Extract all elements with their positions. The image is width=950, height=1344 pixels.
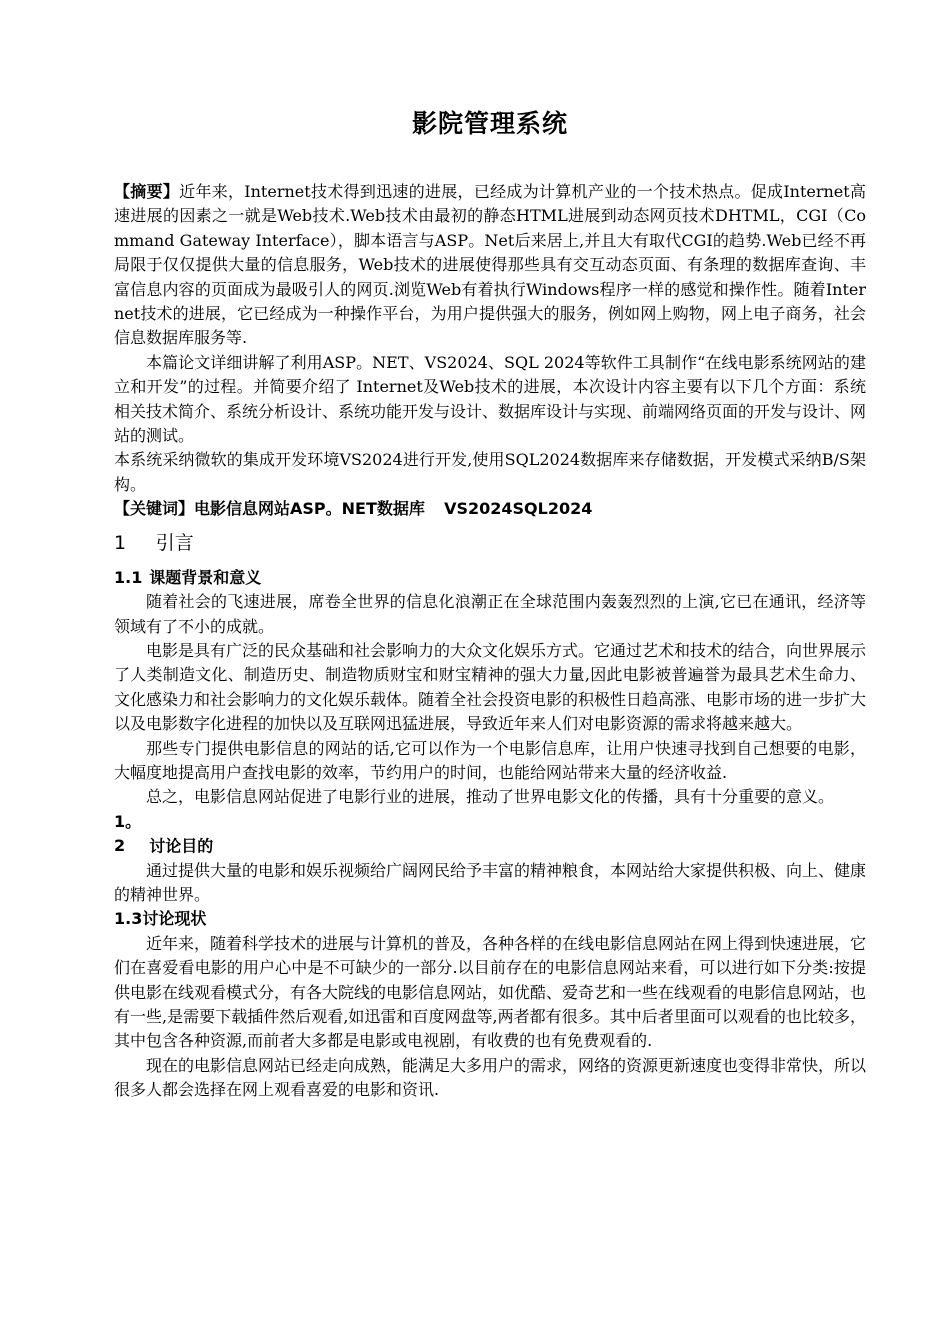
keywords-text-2: VS2024SQL2024 xyxy=(444,499,593,519)
section-1-1-paragraph-4: 总之，电影信息网站促进了电影行业的进展，推动了世界电影文化的传播，具有十分重要的意义。 xyxy=(146,787,835,807)
section-1-1-title: 课题背景和意义 xyxy=(149,567,262,587)
section-1-1-heading xyxy=(114,566,866,590)
section-1-3-paragraph-1: 近年来，随着科学技术的进展与计算机的普及，各种各样的在线电影信息网站在网上得到快速进展，它们在喜爱看电影的用户心中是不可缺少的一部分.以目前存在的电影信息网站来看，可以进行如下分类:按提供电影在线观看模式分，有各大院线的电影信息网站，如优酷、爱奇艺和一些在线观看的电影信息网站，也有一些,是需要下载插件然后观看,如迅雷和百度网盘等,两者都有很多。其中后者里面可以观看的也比较多，其中包含各种资源,而前者大多都是电影或电视剧，有收费的也有免费观看的. xyxy=(114,933,867,1051)
section-1-2-title: 讨论目的 xyxy=(149,836,214,856)
section-1-number: 1 xyxy=(114,531,127,554)
section-1-2-heading xyxy=(114,810,866,859)
abstract-paragraph-1 xyxy=(114,180,866,351)
section-1-1-number: 1.1 xyxy=(114,567,143,587)
document-title: 影院管理系统 xyxy=(411,109,568,138)
section-1-title: 引言 xyxy=(155,531,194,554)
section-1-3-heading: 1.3讨论现状 xyxy=(114,909,207,929)
abstract-text-1: 近年来，Internet技术得到迅速的进展，已经成为计算机产业的一个技术热点。促成Internet高速进展的因素之一就是Web技术.Web技术由最初的静态HTML进展到动态网页技术DHTML，CGI（Command Gateway Interface），脚本语言与ASP。Net后来居上,并且大有取代CGI的趋势.Web已经不再局限于仅仅提供大量的信息服务，Web技术的进展使得那些具有交互动态页面、有条理的数据库查询、丰富信息内容的页面成为最吸引人的网页.浏览Web有着执行Windows程序一样的感觉和操作性。随着Internet技术的进展，它已经成为一种操作平台，为用户提供强大的服务，例如网上购物，网上电子商务，社会信息数据库服务等. xyxy=(114,182,866,348)
keywords-line xyxy=(114,497,866,521)
section-1-3-paragraph-2: 现在的电影信息网站已经走向成熟，能满足大多用户的需求，网络的资源更新速度也变得非常快，所以很多人都会选择在网上观看喜爱的电影和资讯. xyxy=(114,1055,867,1100)
abstract-paragraph-2: 本篇论文详细讲解了利用ASP。NET、VS2024、SQL 2024等软件工具制作“在线电影系统网站的建立和开发”的过程。并简要介绍了 Internet及Web技术的进展，本次设计内容主要有以下几个方面：系统相关技术简介、系统分析设计、系统功能开发与设计、数据库设计与实现、前端网络页面的开发与设计、网站的测试。 xyxy=(114,352,867,446)
abstract-label: 【摘要】 xyxy=(114,182,180,201)
document-page xyxy=(114,104,866,1103)
section-1-1-paragraph-1: 随着社会的飞速进展，席卷全世界的信息化浪潮正在全球范围内轰轰烈烈的上演,它已在通讯，经济等领域有了不小的成就。 xyxy=(114,592,866,636)
keywords-label: 【关键词】 xyxy=(114,499,195,519)
abstract-paragraph-3: 本系统采纳微软的集成开发环境VS2024进行开发,使用SQL2024数据库来存储数据，开发模式采纳B/S架构。 xyxy=(114,450,866,494)
section-1-2-number: 1。2 xyxy=(114,811,142,856)
section-1-2-paragraph-1: 通过提供大量的电影和娱乐视频给广阔网民给予丰富的精神粮食，本网站给大家提供积极、向上、健康的精神世界。 xyxy=(114,860,867,904)
section-1-1-paragraph-2: 电影是具有广泛的民众基础和社会影响力的大众文化娱乐方式。它通过艺术和技术的结合，向世界展示了人类制造文化、制造历史、制造物质财宝和财宝精神的强大力量,因此电影被普遍誉为最具艺术生命力、文化感染力和社会影响力的文化娱乐载体。随着全社会投资电影的积极性日趋高涨、电影市场的进一步扩大以及电影数字化进程的加快以及互联网迅猛进展，导致近年来人们对电影资源的需求将越来越大。 xyxy=(114,640,867,734)
keywords-text-1: 电影信息网站ASP。NET数据库 xyxy=(194,499,425,519)
section-1-1-paragraph-3: 那些专门提供电影信息的网站的话,它可以作为一个电影信息库，让用户快速寻找到自己想要的电影，大幅度地提高用户查找电影的效率，节约用户的时间，也能给网站带来大量的经济收益. xyxy=(114,738,866,782)
section-1-heading xyxy=(114,528,866,558)
